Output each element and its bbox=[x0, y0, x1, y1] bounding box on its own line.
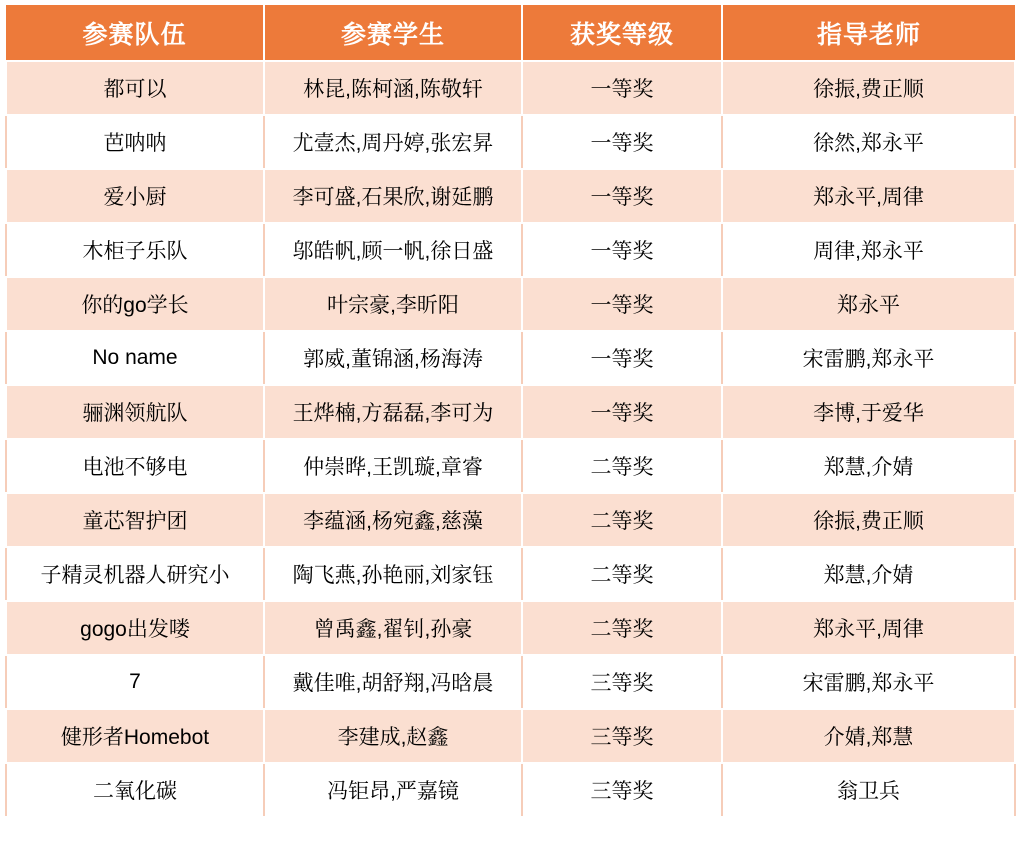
cell-students: 李可盛,石果欣,谢延鹏 bbox=[264, 169, 522, 223]
cell-advisors: 徐然,郑永平 bbox=[722, 115, 1015, 169]
cell-advisors: 翁卫兵 bbox=[722, 763, 1015, 817]
cell-team: 健形者Homebot bbox=[6, 709, 264, 763]
cell-team: 电池不够电 bbox=[6, 439, 264, 493]
cell-advisors: 宋雷鹏,郑永平 bbox=[722, 655, 1015, 709]
cell-award-level: 二等奖 bbox=[522, 439, 722, 493]
cell-award-level: 三等奖 bbox=[522, 763, 722, 817]
cell-students: 李建成,赵鑫 bbox=[264, 709, 522, 763]
table-row bbox=[6, 277, 1015, 331]
table-row bbox=[6, 115, 1015, 169]
table-row bbox=[6, 61, 1015, 115]
cell-advisors: 介婧,郑慧 bbox=[722, 709, 1015, 763]
cell-students: 冯钜昂,严嘉镜 bbox=[264, 763, 522, 817]
cell-advisors: 徐振,费正顺 bbox=[722, 493, 1015, 547]
cell-advisors: 郑慧,介婧 bbox=[722, 439, 1015, 493]
table-row bbox=[6, 223, 1015, 277]
table-row bbox=[6, 169, 1015, 223]
table-header bbox=[6, 4, 1015, 61]
table-row bbox=[6, 385, 1015, 439]
cell-advisors: 李博,于爱华 bbox=[722, 385, 1015, 439]
cell-advisors: 郑永平,周律 bbox=[722, 601, 1015, 655]
cell-award-level: 三等奖 bbox=[522, 709, 722, 763]
cell-students: 戴佳唯,胡舒翔,冯晗晨 bbox=[264, 655, 522, 709]
cell-award-level: 一等奖 bbox=[522, 223, 722, 277]
cell-students: 邬皓帆,顾一帆,徐日盛 bbox=[264, 223, 522, 277]
cell-students: 仲崇晔,王凯璇,章睿 bbox=[264, 439, 522, 493]
cell-team: 芭呐呐 bbox=[6, 115, 264, 169]
cell-award-level: 一等奖 bbox=[522, 61, 722, 115]
cell-award-level: 二等奖 bbox=[522, 601, 722, 655]
cell-team: gogo出发喽 bbox=[6, 601, 264, 655]
cell-students: 叶宗豪,李昕阳 bbox=[264, 277, 522, 331]
cell-advisors: 郑慧,介婧 bbox=[722, 547, 1015, 601]
cell-award-level: 三等奖 bbox=[522, 655, 722, 709]
cell-advisors: 徐振,费正顺 bbox=[722, 61, 1015, 115]
cell-team: 爱小厨 bbox=[6, 169, 264, 223]
cell-students: 尤壹杰,周丹婷,张宏昇 bbox=[264, 115, 522, 169]
table-row bbox=[6, 439, 1015, 493]
cell-award-level: 二等奖 bbox=[522, 547, 722, 601]
cell-team: 童芯智护团 bbox=[6, 493, 264, 547]
table-row bbox=[6, 655, 1015, 709]
cell-advisors: 周律,郑永平 bbox=[722, 223, 1015, 277]
column-header-team: 参赛队伍 bbox=[6, 4, 264, 61]
cell-team: 骊渊领航队 bbox=[6, 385, 264, 439]
award-results-table bbox=[5, 3, 1016, 818]
cell-award-level: 一等奖 bbox=[522, 169, 722, 223]
table-row bbox=[6, 331, 1015, 385]
cell-award-level: 一等奖 bbox=[522, 385, 722, 439]
cell-advisors: 宋雷鹏,郑永平 bbox=[722, 331, 1015, 385]
table-row bbox=[6, 601, 1015, 655]
header-row bbox=[6, 4, 1015, 61]
column-header-award-level: 获奖等级 bbox=[522, 4, 722, 61]
cell-team: 二氧化碳 bbox=[6, 763, 264, 817]
cell-team: 木柜子乐队 bbox=[6, 223, 264, 277]
table-row bbox=[6, 493, 1015, 547]
cell-award-level: 一等奖 bbox=[522, 331, 722, 385]
column-header-students: 参赛学生 bbox=[264, 4, 522, 61]
cell-students: 王烨楠,方磊磊,李可为 bbox=[264, 385, 522, 439]
cell-students: 曾禹鑫,翟钊,孙豪 bbox=[264, 601, 522, 655]
cell-team: 你的go学长 bbox=[6, 277, 264, 331]
cell-team: 7 bbox=[6, 655, 264, 709]
table-row bbox=[6, 547, 1015, 601]
cell-award-level: 一等奖 bbox=[522, 277, 722, 331]
cell-students: 李蕴涵,杨宛鑫,慈藻 bbox=[264, 493, 522, 547]
table-body bbox=[6, 61, 1015, 817]
cell-award-level: 一等奖 bbox=[522, 115, 722, 169]
cell-students: 陶飞燕,孙艳丽,刘家钰 bbox=[264, 547, 522, 601]
cell-advisors: 郑永平 bbox=[722, 277, 1015, 331]
table-row bbox=[6, 709, 1015, 763]
cell-students: 郭威,董锦涵,杨海涛 bbox=[264, 331, 522, 385]
cell-team: 子精灵机器人研究小 bbox=[6, 547, 264, 601]
cell-students: 林昆,陈柯涵,陈敬轩 bbox=[264, 61, 522, 115]
cell-team: 都可以 bbox=[6, 61, 264, 115]
cell-team: No name bbox=[6, 331, 264, 385]
cell-award-level: 二等奖 bbox=[522, 493, 722, 547]
table-row bbox=[6, 763, 1015, 817]
column-header-advisors: 指导老师 bbox=[722, 4, 1015, 61]
cell-advisors: 郑永平,周律 bbox=[722, 169, 1015, 223]
